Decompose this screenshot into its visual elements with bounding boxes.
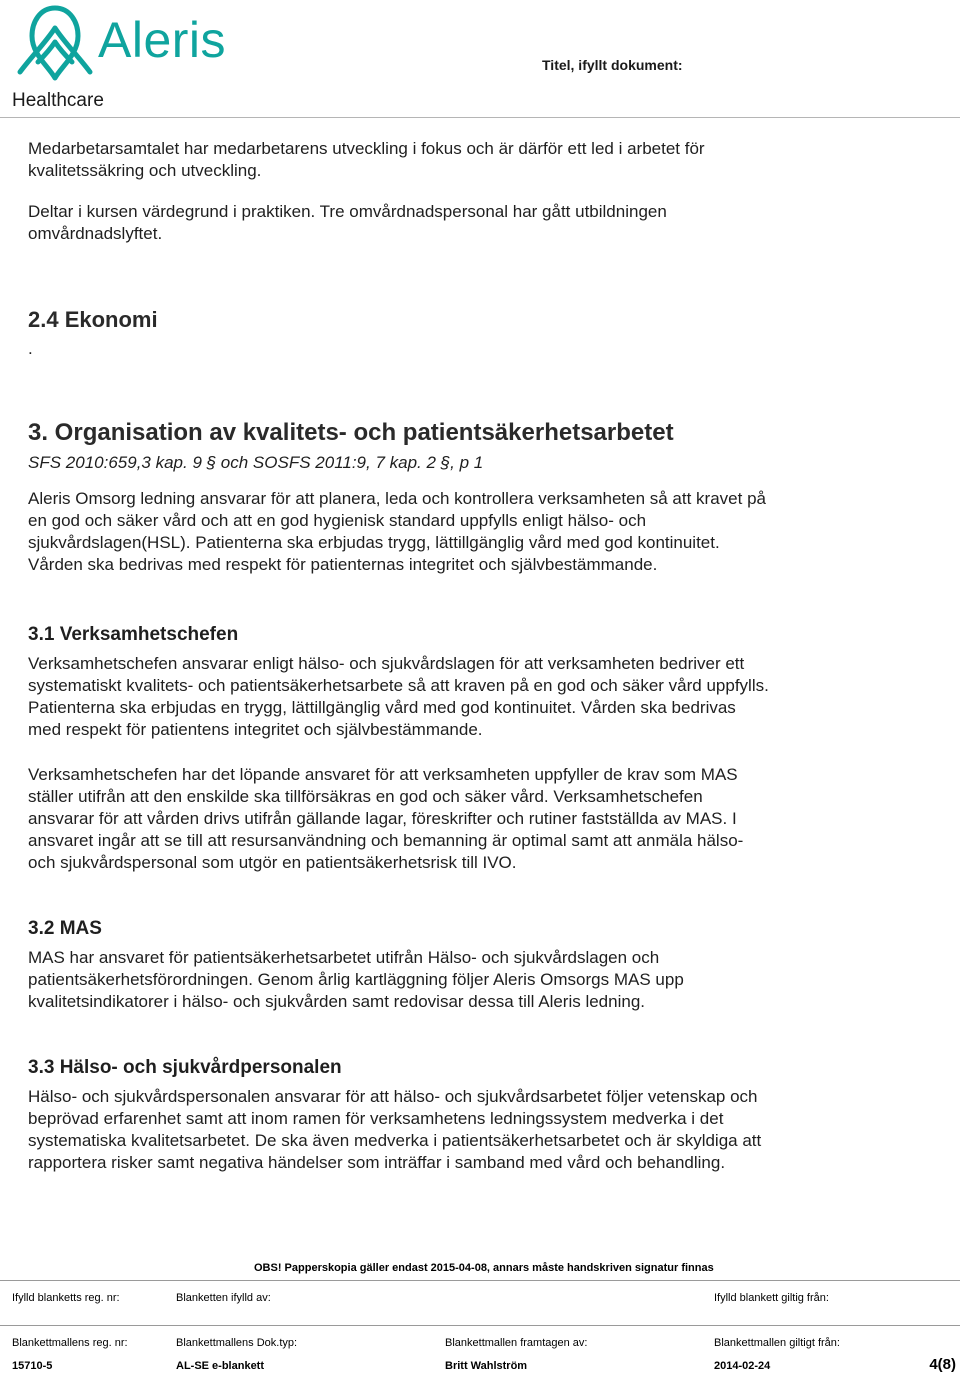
paper-copy-notice: OBS! Papperskopia gäller endast 2015-04-08, annars måste handskriven signatur finnas [254,1262,714,1274]
template-doc-type-label: Blankettmallens Dok.typ: [176,1337,298,1349]
page-number: 4(8) [929,1356,956,1373]
paragraph-line: omvårdnadslyftet. [28,224,163,243]
paragraph-line: kvalitetsindikatorer i hälso- och sjukvården samt redovisar dessa till Aleris ledning. [28,992,646,1011]
paragraph-line: med respekt för patientens integritet och självbestämmande. [28,720,483,739]
header-divider [0,117,960,118]
paragraph-line: rapportera risker samt negativa händelser som inträffar i samband med vård och behandling. [28,1153,726,1172]
template-doc-type-value: AL-SE e-blankett [176,1360,265,1372]
intro-paragraph-2 [28,201,928,245]
aleris-logo-mark [10,2,100,82]
paragraph-line: Vården ska bedrivas med respekt för patienternas integritet och självbestämmande. [28,555,658,574]
paragraph-line: Verksamhetschefen ansvarar enligt hälso- och sjukvårdslagen för att verksamheten bedriver ett [28,654,745,673]
paragraph-line: en god och säker vård och att en god hygienisk standard uppfylls enligt hälso- och [28,511,647,530]
verksamhetschefen-paragraph-1 [28,653,928,741]
paragraph-line: sjukvårdslagen(HSL). Patienterna ska erbjudas trygg, lättillgänglig vård med god kontinuitet. [28,533,720,552]
brand-name: Aleris [98,12,227,68]
intro-paragraph-1 [28,138,928,182]
section-heading-organisation: 3. Organisation av kvalitets- och patientsäkerhetsarbetet [28,419,674,446]
paragraph-line: MAS har ansvaret för patientsäkerhetsarbetet utifrån Hälso- och sjukvårdslagen och [28,948,660,967]
filled-valid-from-label: Ifylld blankett giltig från: [714,1292,829,1304]
section-heading-mas: 3.2 MAS [28,918,102,939]
paragraph-line: Deltar i kursen värdegrund i praktiken. Tre omvårdnadspersonal har gått utbildningen [28,202,667,221]
template-produced-by-value: Britt Wahlström [445,1360,528,1372]
paragraph-line: Aleris Omsorg ledning ansvarar för att planera, leda och kontrollera verksamheten så att kravet på [28,489,766,508]
template-reg-label: Blankettmallens reg. nr: [12,1337,128,1349]
paragraph-line: patientsäkerhetsförordningen. Genom årlig kartläggning följer Aleris Omsorgs MAS upp [28,970,684,989]
template-produced-by-label: Blankettmallen framtagen av: [445,1337,588,1349]
paragraph-line: beprövad erfarenhet samt att inom ramen för verksamhetens ledningssystem medverka i det [28,1109,724,1128]
template-reg-value: 15710-5 [12,1360,53,1372]
section-heading-verksamhetschefen: 3.1 Verksamhetschefen [28,624,239,645]
paragraph-line: kvalitetssäkring och utveckling. [28,161,262,180]
paragraph-line: Patienterna ska erbjudas en trygg, lättillgänglig vård med god kontinuitet. Vården ska bedrivas [28,698,736,717]
verksamhetschefen-paragraph-2 [28,764,928,874]
section-heading-halso-sjukvard: 3.3 Hälso- och sjukvårdpersonalen [28,1057,342,1078]
paragraph-line: systematiskt kvalitets- och patientsäkerhetsarbete så att kraven på en god och säker vård uppfylls. [28,676,769,695]
paragraph-line: Medarbetarsamtalet har medarbetarens utveckling i fokus och är därför ett led i arbetet för [28,139,705,158]
filled-form-reg-label: Ifylld blanketts reg. nr: [12,1292,120,1304]
paragraph-line: ansvaret ingår att se till att resursanvändning och bemanning är optimal samt att anmäla hälso- [28,831,744,850]
template-valid-from-value: 2014-02-24 [714,1360,771,1372]
brand-division: Healthcare [12,90,104,111]
filled-by-label: Blanketten ifylld av: [176,1292,271,1304]
paragraph-line: ansvarar för att vården drivs utifrån gällande lagar, föreskrifter och rutiner fastställda av MAS. I [28,809,737,828]
paragraph-line: systematiska kvalitetsarbetet. De ska även medverka i patientsäkerhetsarbetet och är skyldiga att [28,1131,762,1150]
paragraph-line: Hälso- och sjukvårdspersonalen ansvarar för att hälso- och sjukvårdsarbetet följer vetenskap och [28,1087,758,1106]
paragraph-line: ställer utifrån att den enskilde ska tillförsäkras en god och säker vård. Verksamhetschefen [28,787,703,806]
paragraph-line: Verksamhetschefen har det löpande ansvaret för att verksamheten uppfyller de krav som MAS [28,765,738,784]
document-title-label: Titel, ifyllt dokument: [542,57,683,73]
mas-paragraph [28,947,928,1013]
legal-reference: SFS 2010:659,3 kap. 9 § och SOSFS 2011:9, 7 kap. 2 §, p 1 [28,453,484,472]
footer-divider-2 [0,1325,960,1326]
footer-divider-1 [0,1280,960,1281]
paragraph-line: och sjukvårdspersonal som utgör en patientsäkerhetsrisk till IVO. [28,853,517,872]
ekonomi-body: . [28,339,33,358]
halso-sjukvard-paragraph [28,1086,928,1174]
section-heading-ekonomi: 2.4 Ekonomi [28,307,158,332]
organisation-paragraph [28,488,928,576]
template-valid-from-label: Blankettmallen giltigt från: [714,1337,840,1349]
